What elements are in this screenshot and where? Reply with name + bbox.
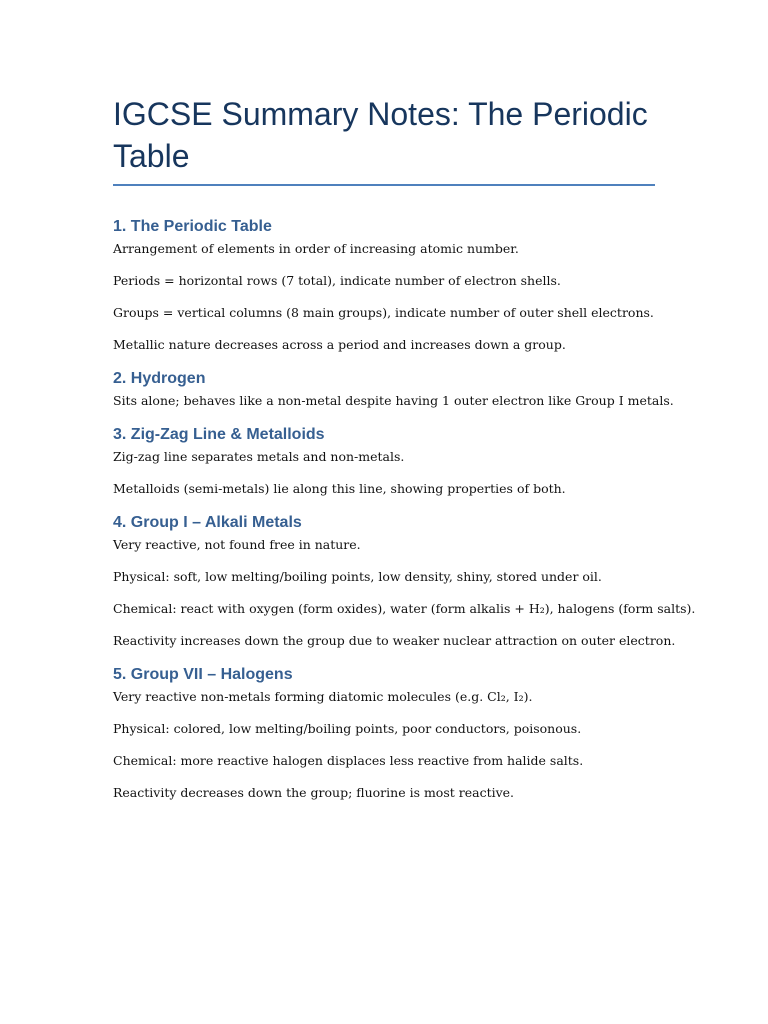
paragraph: Physical: soft, low melting/boiling points, low density, shiny, stored under oil. <box>113 569 602 584</box>
section-halogens <box>113 665 655 801</box>
section-heading: 1. The Periodic Table <box>113 218 272 235</box>
paragraph: Periods = horizontal rows (7 total), indicate number of electron shells. <box>113 273 561 288</box>
section-periodic-table <box>113 217 655 353</box>
paragraph: Metalloids (semi-metals) lie along this line, showing properties of both. <box>113 481 566 496</box>
paragraph: Very reactive non-metals forming diatomic molecules (e.g. Cl₂, I₂). <box>113 689 533 704</box>
section-heading: 3. Zig-Zag Line & Metalloids <box>113 426 325 443</box>
paragraph: Zig-zag line separates metals and non-metals. <box>113 449 405 464</box>
paragraph: Chemical: react with oxygen (form oxides), water (form alkalis + H₂), halogens (form salts). <box>113 601 696 616</box>
title-underline <box>113 184 655 186</box>
section-heading: 5. Group VII – Halogens <box>113 666 293 683</box>
paragraph: Arrangement of elements in order of increasing atomic number. <box>113 241 519 256</box>
paragraph: Very reactive, not found free in nature. <box>113 537 361 552</box>
section-hydrogen <box>113 369 674 409</box>
section-zigzag-metalloids <box>113 425 655 497</box>
paragraph: Reactivity increases down the group due to weaker nuclear attraction on outer electron. <box>113 633 676 648</box>
document-title: IGCSE Summary Notes: The Periodic Table <box>113 96 648 174</box>
paragraph: Groups = vertical columns (8 main groups), indicate number of outer shell electrons. <box>113 305 654 320</box>
paragraph: Chemical: more reactive halogen displaces less reactive from halide salts. <box>113 753 584 768</box>
section-alkali-metals <box>113 513 696 649</box>
paragraph: Sits alone; behaves like a non-metal despite having 1 outer electron like Group I metals. <box>113 393 674 408</box>
paragraph: Physical: colored, low melting/boiling points, poor conductors, poisonous. <box>113 721 582 736</box>
paragraph: Metallic nature decreases across a period and increases down a group. <box>113 337 566 352</box>
document-page <box>113 93 696 817</box>
paragraph: Reactivity decreases down the group; fluorine is most reactive. <box>113 785 515 800</box>
section-heading: 2. Hydrogen <box>113 370 206 387</box>
section-heading: 4. Group I – Alkali Metals <box>113 514 302 531</box>
